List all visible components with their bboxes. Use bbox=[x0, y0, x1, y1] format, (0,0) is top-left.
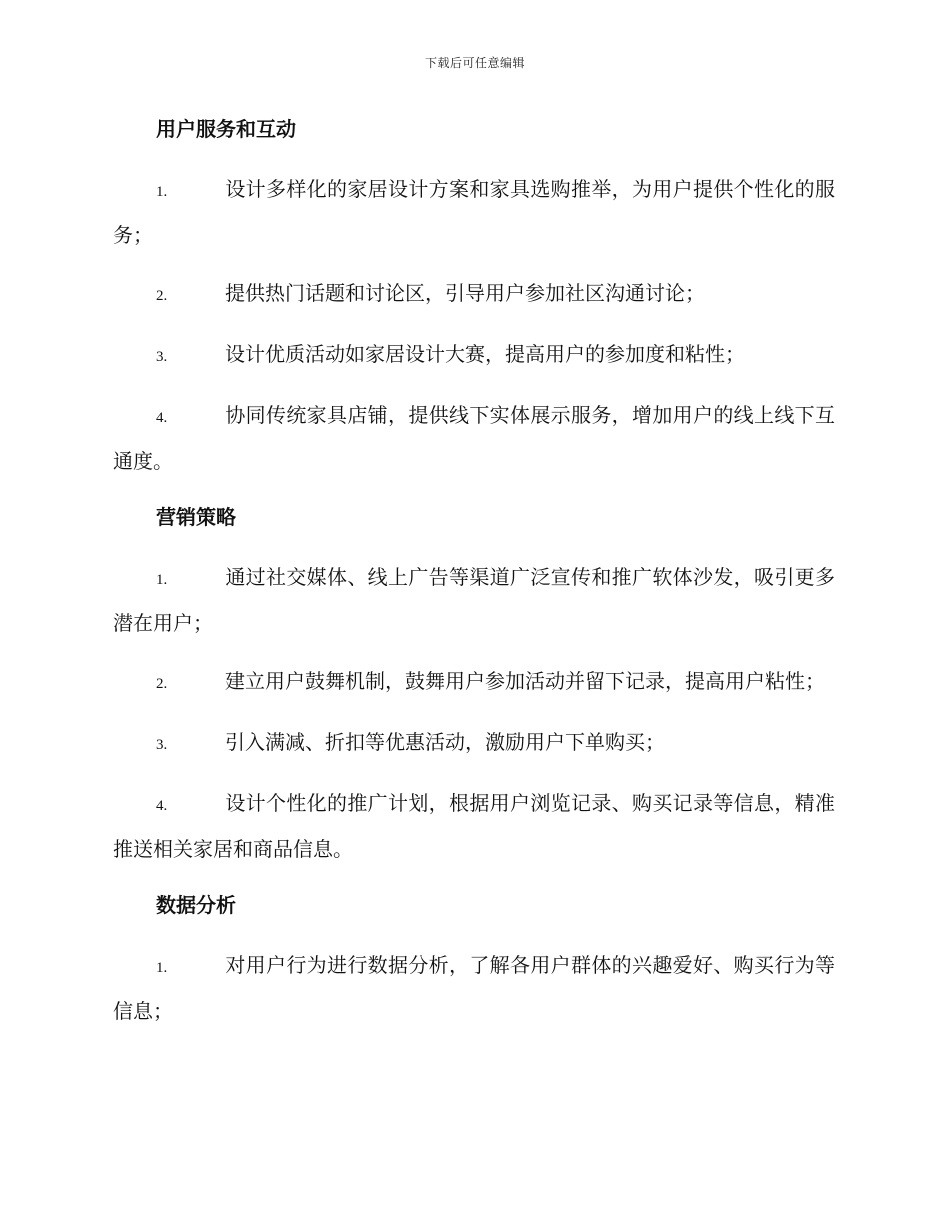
list-item-text: 设计优质活动如家居设计大赛，提高用户的参加度和粘性； bbox=[225, 342, 745, 366]
section-heading: 营销策略 bbox=[156, 505, 236, 529]
list-item bbox=[113, 660, 835, 706]
list-item-number: 1. bbox=[156, 960, 168, 976]
list-item bbox=[113, 333, 835, 379]
list-item-text: 提供热门话题和讨论区，引导用户参加社区沟通讨论； bbox=[225, 281, 705, 305]
list-item-text: 对用户行为进行数据分析，了解各用户群体的兴趣爱好、购买行为等信息； bbox=[113, 953, 835, 1023]
section-marketing-strategy bbox=[113, 498, 835, 871]
list-item bbox=[113, 556, 835, 645]
section-user-service bbox=[113, 110, 835, 483]
list-item bbox=[113, 272, 835, 318]
list-item bbox=[113, 721, 835, 767]
list-item-number: 4. bbox=[156, 798, 168, 814]
list-item-number: 1. bbox=[156, 184, 168, 200]
list-item-text: 通过社交媒体、线上广告等渠道广泛宣传和推广软体沙发，吸引更多潜在用户； bbox=[113, 565, 835, 635]
list-item-text: 设计个性化的推广计划，根据用户浏览记录、购买记录等信息，精准推送相关家居和商品信息。 bbox=[113, 791, 835, 861]
list-item bbox=[113, 944, 835, 1033]
page-header: 下载后可任意编辑 bbox=[424, 56, 525, 70]
list-item-text: 设计多样化的家居设计方案和家具选购推举，为用户提供个性化的服务； bbox=[113, 177, 835, 247]
list-item-number: 1. bbox=[156, 572, 168, 588]
list-item-number: 2. bbox=[156, 676, 168, 692]
list-item bbox=[113, 394, 835, 483]
list-item-text: 引入满减、折扣等优惠活动，激励用户下单购买； bbox=[225, 730, 665, 754]
document-body bbox=[113, 110, 835, 1048]
section-heading: 数据分析 bbox=[156, 893, 236, 917]
list-item-number: 3. bbox=[156, 737, 168, 753]
list-item-number: 4. bbox=[156, 410, 168, 426]
list-item-number: 2. bbox=[156, 288, 168, 304]
list-item bbox=[113, 168, 835, 257]
section-heading: 用户服务和互动 bbox=[156, 117, 296, 141]
list-item bbox=[113, 782, 835, 871]
list-item-text: 协同传统家具店铺，提供线下实体展示服务，增加用户的线上线下互通度。 bbox=[113, 403, 835, 473]
list-item-number: 3. bbox=[156, 349, 168, 365]
list-item-text: 建立用户鼓舞机制，鼓舞用户参加活动并留下记录，提高用户粘性； bbox=[225, 669, 825, 693]
section-data-analysis bbox=[113, 886, 835, 1033]
